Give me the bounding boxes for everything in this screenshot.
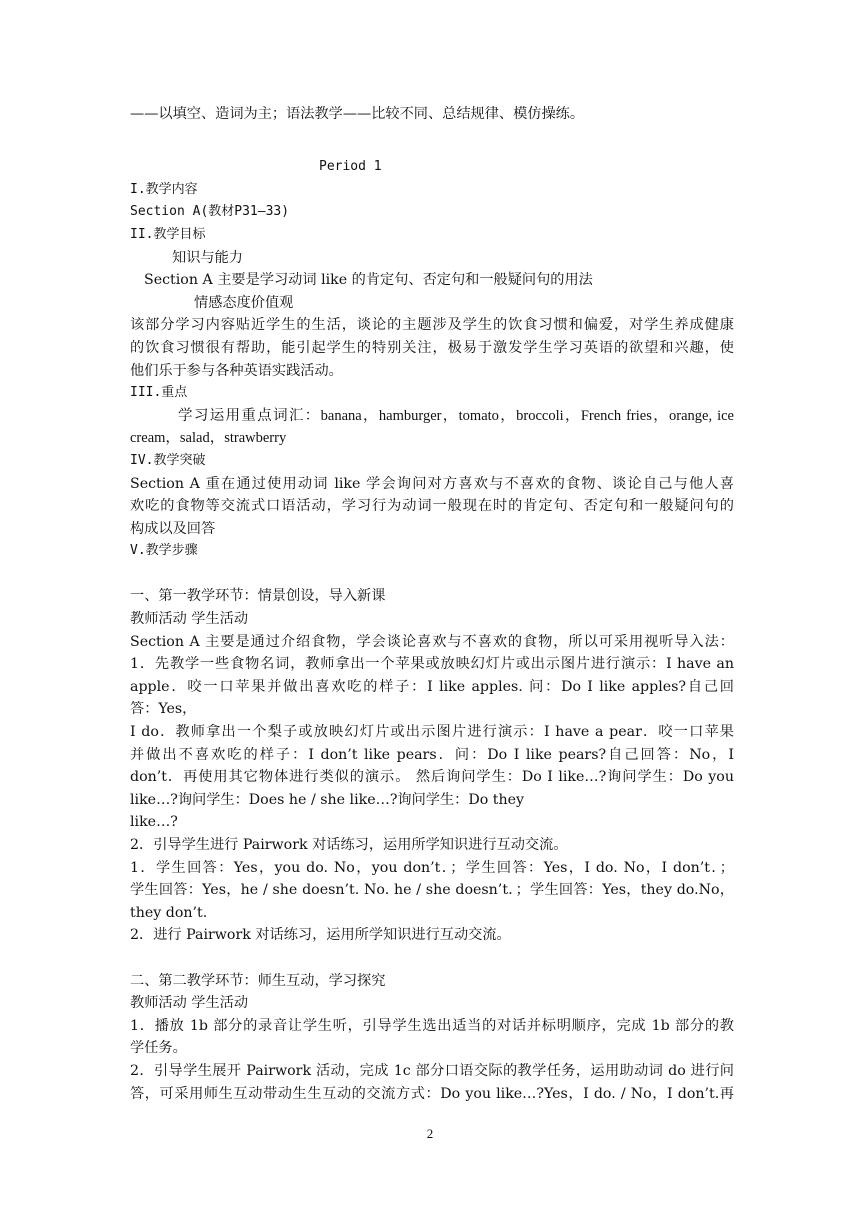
intro-line: ——以填空、造词为主；语法教学——比较不同、总结规律、模仿操练。	[130, 106, 585, 122]
goal-knowledge-heading: 知识与能力	[172, 249, 243, 266]
step1-text-line: 并做出不喜欢吃的样子：I don’t like pears．问：Do I like pears?自己回答：No，I	[130, 746, 734, 763]
step1-text-line: 学生回答：Yes，he / she doesn’t. No. he / she doesn’t．；学生回答：Yes，they do.No，	[130, 882, 734, 899]
step1-text-line: Section A 主要是通过介绍食物，学会谈论喜欢与不喜欢的食物，所以可采用视听导入法：	[130, 633, 734, 650]
step2-text-line: 2．引导学生展开 Pairwork 活动，完成 1c 部分口语交际的教学任务，运用助动词 do 进行问	[130, 1062, 734, 1079]
section-heading-breakthrough: IV.教学突破	[130, 452, 206, 468]
page-content	[130, 103, 734, 1105]
step2-title: 二、第二教学环节：师生互动，学习探究	[130, 972, 386, 989]
step2-text-line: 学任务。	[130, 1040, 187, 1057]
section-heading-content: I.教学内容	[130, 181, 198, 197]
step1-text-line: they don’t.	[130, 904, 208, 921]
section-heading-steps: V.教学步骤	[130, 543, 198, 559]
goal-emotion-text-line: 该部分学习内容贴近学生的生活，谈论的主题涉及学生的饮食习惯和偏爱，对学生养成健康	[130, 317, 734, 334]
blank-line	[130, 563, 734, 586]
step2-roles: 教师活动 学生活动	[130, 995, 249, 1012]
blank-line	[130, 947, 734, 970]
step1-text-line: like…?	[130, 814, 178, 831]
step1-text-line: 答：Yes，	[130, 701, 197, 718]
page-number: 2	[426, 1126, 434, 1141]
step1-text-line: apple．咬一口苹果并做出喜欢吃的样子：I like apples. 问：Do I like apples?自己回	[130, 678, 734, 695]
section-heading-keypoints: III.重点	[130, 385, 188, 401]
step1-text-line: don’t．再使用其它物体进行类似的演示。 然后询问学生：Do I like…?询问学生：Do you	[130, 769, 734, 786]
goal-knowledge-text: Section A 主要是学习动词 like 的肯定句、否定句和一般疑问句的用法	[144, 272, 593, 289]
step1-text-line: 1．学生回答：Yes，you do. No，you don’t．；学生回答：Yes，I do. No，I don’t．；	[130, 859, 734, 876]
goal-emotion-text-line: 的饮食习惯很有帮助，能引起学生的特别关注，极易于激发学生学习英语的欲望和兴趣，使	[130, 339, 734, 356]
breakthrough-text-line: 欢吃的食物等交流式口语活动，学习行为动词一般现在时的肯定句、否定句和一般疑问句的	[130, 498, 734, 515]
breakthrough-text-line: 构成以及回答	[130, 520, 216, 537]
goal-emotion-text-line: 他们乐于参与各种英语实践活动。	[130, 362, 343, 379]
step1-text-line: 1．先教学一些食物名词，教师拿出一个苹果或放映幻灯片或出示图片进行演示：I have an	[130, 656, 734, 673]
period-title: Period 1	[319, 159, 382, 175]
step1-text-line: like…?询问学生：Does he / she like…?询问学生：Do they	[130, 791, 525, 808]
step2-text-line: 1．播放 1b 部分的录音让学生听，引导学生选出适当的对话并标明顺序，完成 1b 部分的教	[130, 1017, 734, 1034]
blank-line	[130, 126, 734, 149]
section-heading-goals: II.教学目标	[130, 226, 206, 242]
step1-title: 一、第一教学环节：情景创设，导入新课	[130, 588, 386, 605]
step1-text-line: 2．进行 Pairwork 对话练习，运用所学知识进行互动交流。	[130, 927, 511, 944]
section-content-text: Section A(教材P31—33)	[130, 204, 290, 220]
step1-roles: 教师活动 学生活动	[130, 611, 249, 628]
step1-text-line: I do．教师拿出一个梨子或放映幻灯片或出示图片进行演示：I have a pear．咬一口苹果	[130, 724, 734, 741]
breakthrough-text-line: Section A 重在通过使用动词 like 学会询问对方喜欢与不喜欢的食物、谈论自己与他人喜	[130, 475, 734, 492]
keypoints-text-line: cream，salad，strawberry	[130, 430, 287, 447]
step2-text-line: 答，可采用师生互动带动生生互动的交流方式：Do you like…?Yes，I do. / No，I don’t.再	[130, 1085, 734, 1102]
step1-text-line: 2．引导学生进行 Pairwork 对话练习，运用所学知识进行互动交流。	[130, 837, 568, 853]
goal-emotion-heading: 情感态度价值观	[194, 294, 294, 311]
keypoints-text-line: 学习运用重点词汇：banana，hamburger，tomato，broccoli，French fries，orange, ice	[178, 407, 734, 424]
